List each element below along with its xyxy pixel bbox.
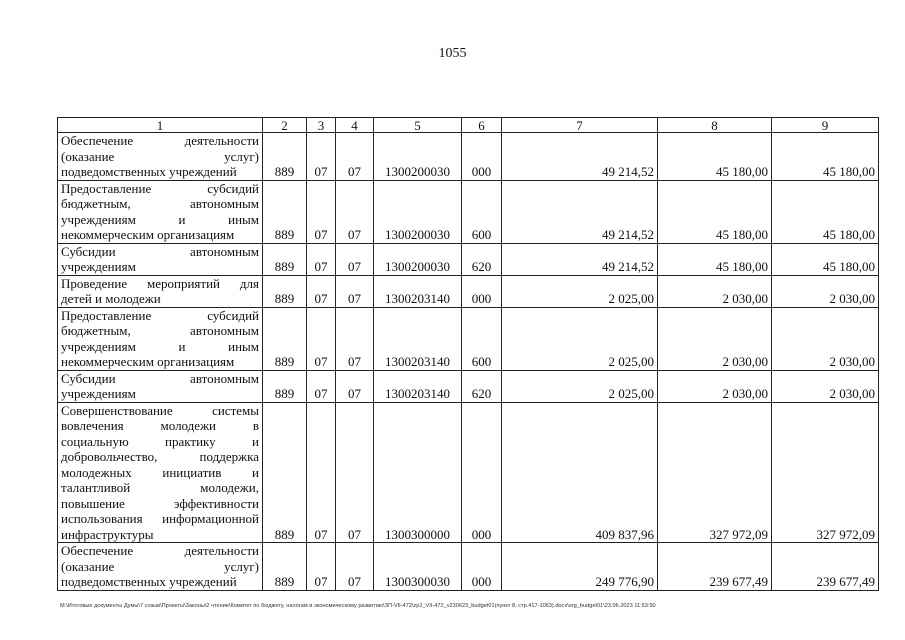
amount-cell: 2 030,00 <box>772 307 879 370</box>
code-expense-type-cell: 620 <box>462 370 502 402</box>
amount-cell: 2 030,00 <box>658 370 772 402</box>
column-header: 4 <box>336 118 374 133</box>
code-subsection-cell: 07 <box>336 307 374 370</box>
code-section-cell: 07 <box>307 307 336 370</box>
code-target-article-cell: 1300300030 <box>374 543 462 591</box>
code-admin-cell: 889 <box>263 180 307 243</box>
code-subsection-cell: 07 <box>336 180 374 243</box>
column-header: 3 <box>307 118 336 133</box>
column-header: 8 <box>658 118 772 133</box>
description-line: добровольчество, поддержка <box>61 449 259 464</box>
code-expense-type-cell: 000 <box>462 133 502 181</box>
amount-cell: 2 030,00 <box>772 275 879 307</box>
code-subsection-cell: 07 <box>336 275 374 307</box>
description-line: некоммерческим организациям <box>61 354 235 369</box>
description-line: бюджетным, автономным <box>61 323 259 338</box>
amount-cell: 239 677,49 <box>658 543 772 591</box>
description-line: подведомственных учреждений <box>61 164 237 179</box>
code-admin-cell: 889 <box>263 275 307 307</box>
page-number: 1055 <box>438 46 467 61</box>
table-row <box>58 180 879 243</box>
amount-cell: 2 030,00 <box>658 307 772 370</box>
row-description <box>58 243 263 275</box>
code-subsection-cell: 07 <box>336 133 374 181</box>
table-row <box>58 275 879 307</box>
amount-cell: 45 180,00 <box>772 243 879 275</box>
row-description <box>58 402 263 543</box>
code-target-article-cell: 1300203140 <box>374 275 462 307</box>
amount-cell: 2 025,00 <box>502 275 658 307</box>
code-subsection-cell: 07 <box>336 543 374 591</box>
amount-cell: 2 030,00 <box>658 275 772 307</box>
amount-cell: 45 180,00 <box>772 133 879 181</box>
amount-cell: 327 972,09 <box>772 402 879 543</box>
code-subsection-cell: 07 <box>336 370 374 402</box>
description-line: Предоставление субсидий <box>61 307 259 323</box>
code-expense-type-cell: 600 <box>462 307 502 370</box>
description-line: использования информационной <box>61 511 259 526</box>
description-line: учреждениям <box>61 259 136 274</box>
code-section-cell: 07 <box>307 243 336 275</box>
budget-table <box>57 117 879 591</box>
description-line: талантливой молодежи, <box>61 480 259 495</box>
amount-cell: 409 837,96 <box>502 402 658 543</box>
code-target-article-cell: 1300203140 <box>374 370 462 402</box>
code-admin-cell: 889 <box>263 370 307 402</box>
table-row <box>58 370 879 402</box>
amount-cell: 327 972,09 <box>658 402 772 543</box>
table-row <box>58 402 879 543</box>
code-subsection-cell: 07 <box>336 243 374 275</box>
column-header: 7 <box>502 118 658 133</box>
code-section-cell: 07 <box>307 402 336 543</box>
description-line: Предоставление субсидий <box>61 180 259 196</box>
code-target-article-cell: 1300200030 <box>374 133 462 181</box>
amount-cell: 45 180,00 <box>658 243 772 275</box>
column-header: 9 <box>772 118 879 133</box>
amount-cell: 45 180,00 <box>658 133 772 181</box>
table-row <box>58 133 879 181</box>
description-line: Субсидии автономным <box>61 370 259 386</box>
code-expense-type-cell: 000 <box>462 275 502 307</box>
amount-cell: 49 214,52 <box>502 133 658 181</box>
code-target-article-cell: 1300200030 <box>374 243 462 275</box>
code-expense-type-cell: 620 <box>462 243 502 275</box>
code-target-article-cell: 1300203140 <box>374 307 462 370</box>
table-row <box>58 543 879 591</box>
description-line: Совершенствование системы <box>61 402 259 418</box>
amount-cell: 2 025,00 <box>502 370 658 402</box>
amount-cell: 45 180,00 <box>658 180 772 243</box>
code-subsection-cell: 07 <box>336 402 374 543</box>
description-line: бюджетным, автономным <box>61 196 259 211</box>
description-line: повышение эффективности <box>61 495 259 511</box>
description-line: подведомственных учреждений <box>61 574 237 589</box>
description-line: вовлечения молодежи в <box>61 418 259 433</box>
code-admin-cell: 889 <box>263 243 307 275</box>
column-header: 5 <box>374 118 462 133</box>
row-description <box>58 133 263 181</box>
table-row <box>58 307 879 370</box>
description-line: Субсидии автономным <box>61 243 259 259</box>
amount-cell: 45 180,00 <box>772 180 879 243</box>
column-header: 6 <box>462 118 502 133</box>
code-admin-cell: 889 <box>263 307 307 370</box>
code-section-cell: 07 <box>307 133 336 181</box>
code-expense-type-cell: 000 <box>462 402 502 543</box>
amount-cell: 49 214,52 <box>502 243 658 275</box>
column-header: 1 <box>58 118 263 133</box>
amount-cell: 2 025,00 <box>502 307 658 370</box>
amount-cell: 49 214,52 <box>502 180 658 243</box>
document-path-footer: M:\Итоговые документы Думы\7 созыв\Проекты\Законы\2 чтение\Комитет по бюджету, налогам и экономическому развитию\ЗП-VII-472\zp2_VII-472_v230623_budget01(пункт 8, стр.417-1063).docx\org_budget01\23.06.2023 11:53:50 <box>60 603 656 609</box>
description-line: инфраструктуры <box>61 526 154 542</box>
code-section-cell: 07 <box>307 275 336 307</box>
amount-cell: 239 677,49 <box>772 543 879 591</box>
code-section-cell: 07 <box>307 180 336 243</box>
description-line: учреждениям <box>61 386 136 401</box>
code-target-article-cell: 1300300000 <box>374 402 462 543</box>
table-header-row <box>58 118 879 133</box>
description-line: учреждениям и иным <box>61 338 259 354</box>
description-line: Обеспечение деятельности <box>61 133 259 148</box>
description-line: некоммерческим организациям <box>61 227 235 242</box>
description-line: Обеспечение деятельности <box>61 543 259 558</box>
description-line: (оказание услуг) <box>61 148 259 164</box>
code-admin-cell: 889 <box>263 402 307 543</box>
row-description <box>58 180 263 243</box>
code-admin-cell: 889 <box>263 543 307 591</box>
code-expense-type-cell: 600 <box>462 180 502 243</box>
amount-cell: 2 030,00 <box>772 370 879 402</box>
description-line: (оказание услуг) <box>61 558 259 574</box>
amount-cell: 249 776,90 <box>502 543 658 591</box>
code-admin-cell: 889 <box>263 133 307 181</box>
description-line: социальную практику и <box>61 433 259 449</box>
description-line: Проведение мероприятий для <box>61 275 259 291</box>
row-description <box>58 543 263 591</box>
code-section-cell: 07 <box>307 370 336 402</box>
table-row <box>58 243 879 275</box>
description-line: молодежных инициатив и <box>61 464 259 480</box>
code-expense-type-cell: 000 <box>462 543 502 591</box>
row-description <box>58 370 263 402</box>
row-description <box>58 307 263 370</box>
description-line: учреждениям и иным <box>61 211 259 227</box>
row-description <box>58 275 263 307</box>
code-target-article-cell: 1300200030 <box>374 180 462 243</box>
description-line: детей и молодежи <box>61 291 161 306</box>
code-section-cell: 07 <box>307 543 336 591</box>
column-header: 2 <box>263 118 307 133</box>
